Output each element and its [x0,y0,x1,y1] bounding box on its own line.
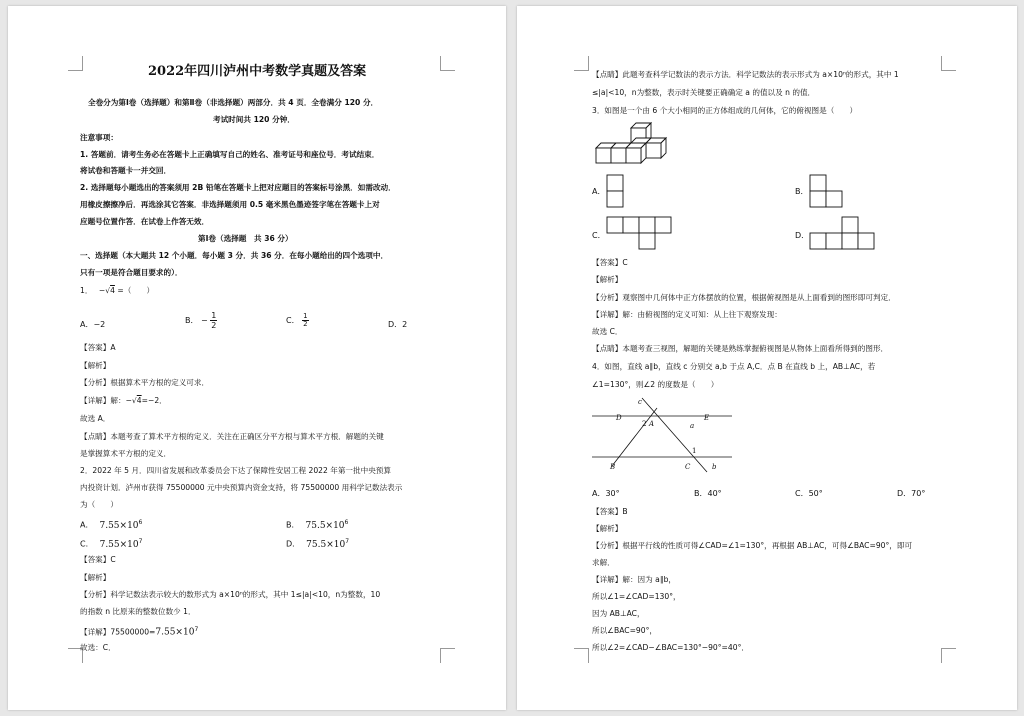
conclusion: 故选：C． [80,643,116,652]
label-B: B [610,463,616,471]
detail-prefix: 【详解】解： [80,396,126,405]
exam-time: 考试时间共 120 分钟． [213,115,295,124]
option-d: D．2 [388,320,408,329]
option-label: C． [80,539,94,549]
parallel-lines-figure [592,394,742,476]
analysis-text: 【分析】观察图中几何体中正方体摆放的位置，根据俯视图是从上面看到的图形即可判定． [592,293,896,302]
answer-label: 【答案】C [80,555,116,564]
option-label: B． [795,187,809,196]
exponent: 6 [344,519,349,526]
detail-text: 【详解】解：因为 a∥b， [592,575,677,584]
crop-mark [574,56,589,71]
label-c: c [638,398,642,406]
crop-mark [68,56,83,71]
question-1: 1． −√4 =（ ） [80,286,155,295]
analysis-text: 【分析】根据平行线的性质可得∠CAD=∠1=130°，再根据 AB⊥AC，可得∠BAC=90°，即可 [592,541,913,550]
option-c [286,313,309,328]
comment-text: 是掌握算术平方根的定义． [80,449,172,458]
cube-solid-figure [591,118,681,170]
option-label: C． [592,231,606,240]
option-b-figure [808,174,844,210]
exponent: 6 [138,519,143,526]
exam-intro: 全卷分为第Ⅰ卷（选择题）和第Ⅱ卷（非选择题）两部分．共 4 页．全卷满分 120 分． [88,98,379,107]
option-b [185,311,217,330]
conclusion: 故选 C． [592,327,623,336]
crop-mark [574,648,589,663]
detail-result: =−2． [141,396,167,405]
option-value: 75.5×10 [305,520,345,531]
analysis-label: 【解析】 [80,361,111,370]
label-E: E [704,414,710,422]
notice-line: 应题号位置作答．在试卷上作答无效． [80,217,210,226]
analysis-text: 【分析】根据算术平方根的定义可求． [80,378,210,387]
label-1: 1 [692,447,697,455]
notice-line: 2. 选择题每小题选出的答案须用 2B 铅笔在答题卡上把对应题目的答案标号涂黑．如需改动． [80,183,396,192]
answer-label: 【答案】C [592,258,628,267]
question-4: ∠1=130°，则∠2 的度数是（ ） [592,380,719,389]
detail-text: 【详解】解：−√4=−2． [80,396,167,405]
section-heading: 第Ⅰ卷（选择题 共 36 分） [198,234,293,243]
comment-text: 【点睛】本题考查三视图，解题的关键是熟练掌握俯视图是从物体上面看所得到的图形． [592,344,889,353]
notice-line: 将试卷和答题卡一并交回． [80,166,172,175]
analysis-text: 求解． [592,558,615,567]
option-a [80,519,142,531]
option-value: 7.55×10 [99,520,139,531]
detail-text [80,625,198,638]
option-a-figure [605,174,625,210]
fraction [302,313,308,328]
option-label: B． [185,316,199,325]
option-value: 7.55×10 [99,539,139,550]
document-page-right [517,6,1017,710]
comment-text: 【点睛】此题考查科学记数法的表示方法．科学记数法的表示形式为 a×10ⁿ的形式，其中 1 [592,70,899,79]
page-title: 2022年四川泸州中考数学真题及答案 [148,64,367,79]
option-c-figure [605,214,675,252]
analysis-text: 的指数 n 比原来的整数位数少 1． [80,607,196,616]
comment-text: ≤|a|<10，n为整数，表示时关键要正确确定 a 的值以及 n 的值． [592,88,816,97]
denominator: 2 [211,321,217,330]
option-label: A． [592,187,606,196]
option-label: C． [286,316,300,325]
option-value: 75.5×10 [306,539,346,550]
exponent: 7 [194,626,199,633]
detail-text: 因为 AB⊥AC， [592,609,645,618]
analysis-label: 【解析】 [80,573,111,582]
option-label: B． [286,520,300,530]
radicand: 4 [110,286,115,295]
question-2: 内投资计划．泸州市获得 75500000 元中央预算内资金支持，将 75500000 用科学记数法表示 [80,483,403,492]
notice-line: 用橡皮擦擦净后．再选涂其它答案．非选择题须用 0.5 毫米黑色墨迹签字笔在答题卡上对 [80,200,380,209]
option-d [286,538,349,550]
document-page-left [8,6,506,710]
answer-label: 【答案】B [592,507,628,516]
answer-label: 【答案】A [80,343,116,352]
label-A: A [649,420,655,428]
denominator: 2 [303,320,308,328]
crop-mark [941,648,956,663]
analysis-label: 【解析】 [592,524,623,533]
minus-sign: − [201,316,208,325]
option-c [80,538,142,550]
detail-text: 所以∠2=∠CAD−∠BAC=130°−90°=40°． [592,643,749,652]
part-heading: 一、选择题（本大题共 12 个小题．每小题 3 分．共 36 分．在每小题给出的四个选项中． [80,251,389,260]
option-label: A． [80,520,94,530]
exponent: 7 [138,538,143,545]
question-2: 2．2022 年 5 月．四川省发展和改革委员会下达了保障性安居工程 2022 年第一批中央预算 [80,466,391,475]
detail-value: 7.55×10 [155,627,195,638]
option-a: A．−2 [80,320,106,329]
label-a: a [690,422,695,430]
detail-prefix: 【详解】75500000= [80,627,156,637]
exponent: 7 [345,538,350,545]
question-number: 1． [80,286,93,295]
notice-line: 1. 答题前．请考生务必在答题卡上正确填写自己的姓名、准考证号和座位号．考试结束． [80,150,380,159]
analysis-label: 【解析】 [592,275,623,284]
option-a: A．30° [592,489,620,498]
question-3: 3．如图是一个由 6 个大小相同的正方体组成的几何体，它的俯视图是（ ） [592,106,858,115]
option-d: D．70° [897,489,926,498]
label-b: b [712,463,717,471]
conclusion: 故选 A． [80,414,111,423]
detail-text: 【详解】解：由俯视图的定义可知：从上往下观察发现： [592,310,782,319]
option-d-figure [808,214,878,252]
question-2: 为（ ） [80,500,118,509]
analysis-text: 【分析】科学记数法表示较大的数形式为 a×10ⁿ的形式，其中 1≤|a|<10，n为整数，10 [80,590,381,599]
radicand: 4 [136,396,142,405]
detail-text: 所以∠BAC=90°， [592,626,657,635]
option-label: D． [795,231,810,240]
label-D: D [616,414,622,422]
question-4: 4．如图，直线 a∥b，直线 c 分别交 a,b 于点 A,C．点 B 在直线 b 上，AB⊥AC，若 [592,362,876,371]
crop-mark [440,56,455,71]
fraction [210,311,217,330]
notice-heading: 注意事项： [80,133,118,142]
detail-text: 所以∠1=∠CAD=130°， [592,592,681,601]
option-c: C．50° [795,489,823,498]
crop-mark [440,648,455,663]
label-2: 2 [642,420,647,428]
option-label: D． [286,539,301,549]
question-tail: =（ ） [117,286,155,295]
comment-text: 【点睛】本题考查了算术平方根的定义．关注在正确区分平方根与算术平方根．解题的关键 [80,432,384,441]
part-heading: 只有一项是符合题目要求的）． [80,268,183,277]
numerator: 1 [303,312,308,320]
label-C: C [685,463,691,471]
crop-mark [941,56,956,71]
numerator: 1 [211,311,217,320]
option-b: B．40° [694,489,722,498]
option-b [286,519,348,531]
